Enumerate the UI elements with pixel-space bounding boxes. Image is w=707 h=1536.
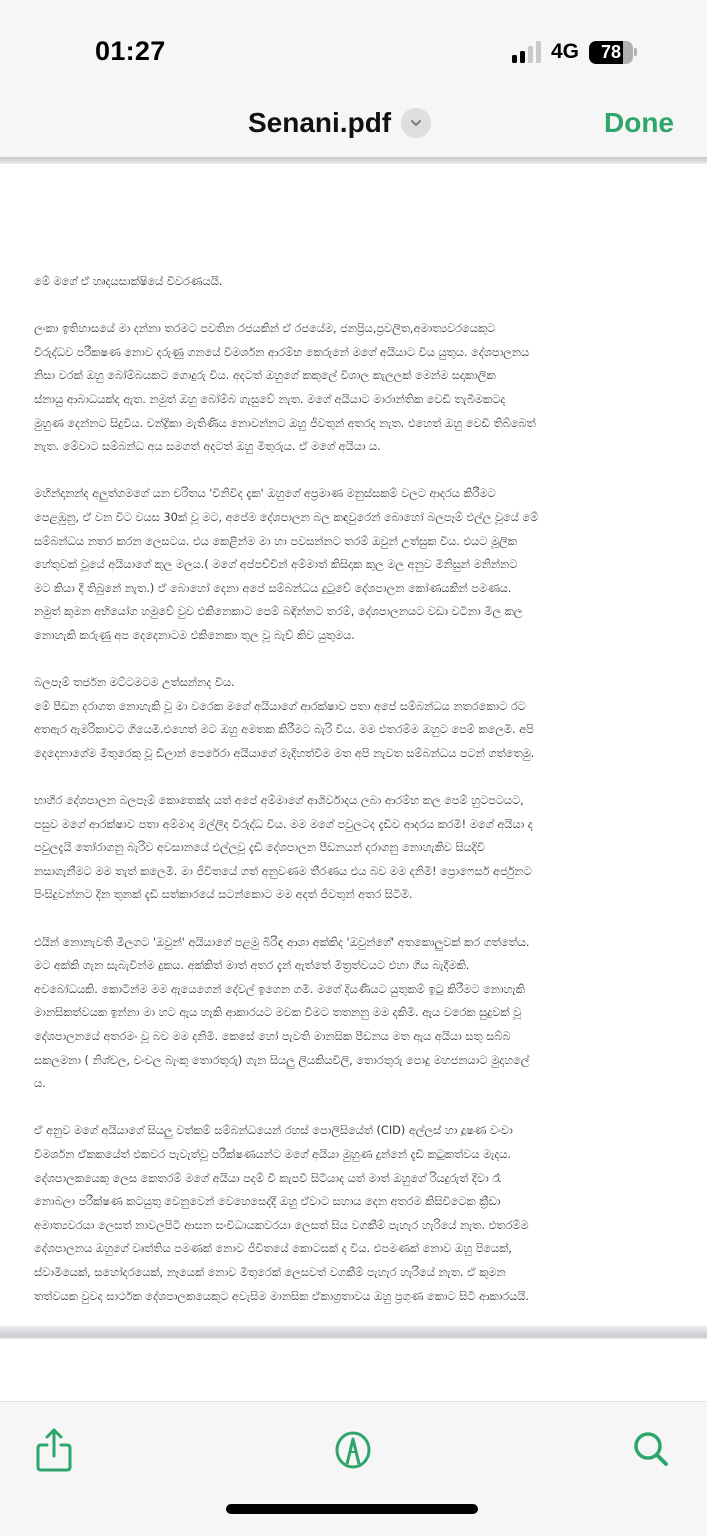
document-line: එයින් නොනැවති මීලගට 'ඔවුන්' අයියාගේ පළමු බිරිඳ ආශා අක්කිද 'ඔවුන්ගේ' අතකොලුවක් කර ගත්තේය. (34, 935, 530, 949)
paragraph-gap (34, 907, 684, 931)
document-title-menu[interactable] (248, 107, 431, 139)
document-line: පසුව මගේ ආරක්ෂාව පතා අම්මාද මල්ලීද විරුද්ධ විය. මම මගේ පවුලටද දැඩිව ආදරය කරමි! මගේ අයියා ද (34, 817, 533, 831)
document-line: නැත. මේවාට සම්බන්ධ අය සමගත් අදටත් ඔහු මිතුරුය. ඒ මගේ අයියා ය. (34, 440, 381, 454)
paragraph-gap (34, 1096, 684, 1120)
nav-divider (0, 157, 707, 164)
document-paragraph (34, 671, 684, 765)
document-line: ලංකා ඉතිහාසයේ මා දන්නා තරමට පවතින රජයකින් ඒ රජයේම, ජනප්‍රිය,ප්‍රවලිත,අමාත්‍යවරයෙකුට (34, 322, 496, 336)
document-line: මට අක්කි ගැන සැබැවින්ම දුකය. අක්කිත් මාත් අතර දැන් ඇත්තේ මිත්‍රත්වයට එහා ගිය බැදීමකි. (34, 959, 470, 973)
document-line: දේශපාලකයෙකු ලෙස කෙතරම් මගේ අයියා පදම් වී කැපවී සිටියාද යත් මාත් ඔහුගේ රියදුරුත් දිවා රෑ (34, 1171, 501, 1185)
bottom-toolbar (0, 1401, 707, 1536)
document-paragraph (34, 789, 684, 907)
battery-percent: 78 (600, 41, 622, 62)
document-line: සම්බන්ධය නතර කරන ලෙසටය. එය කෙළින්ම මා හා පවසන්නට තරම් ඔවුන් උත්සුක විය. එයට මූලික (34, 534, 517, 548)
pdf-page-text (34, 270, 684, 1308)
paragraph-gap (34, 765, 684, 789)
document-line: අමාත්‍යවරයා ලෙසත් නාවලපිටි ආසන සංවිධායකවරයා ලෙසත් සිය වගකීම් පැහැර හැරියේ නැත. එතරම්ම (34, 1218, 529, 1232)
document-line: දේශපාලනය ඔහුගේ වෘත්තිය පමණක් නොව ජීවිතයේ කොටසක් ද විය. එපමණක් නොව ඔහු පියෙක්, (34, 1242, 512, 1256)
document-line: විමර්ශන ඒකකයේත් එකවර පැවැත්වූ පරීක්ෂණයන්ට මගේ අයියා මුහුණ දුන්නේ දැඩි කටුකත්වය මැදය. (34, 1147, 511, 1161)
document-line: බලපෑම් තර්ජන මට්ටමටම උත්සන්නද විය. (34, 676, 235, 690)
document-paragraph (34, 482, 684, 647)
status-indicators (512, 40, 637, 64)
status-bar (0, 0, 707, 95)
document-paragraph (34, 317, 684, 459)
document-line: නමුත් කුමන අභියෝග හමුවේ වුව එකිනෙකාට පෙම් බඳින්නට තරම්, දේශපාලනයට වඩා වටිනා මිල කල (34, 605, 523, 619)
search-icon (632, 1430, 672, 1470)
network-type: 4G (550, 40, 579, 63)
document-line: විරුද්ධව පරීකෂණ නොව දරුණු ගනයේ විමර්ශන ආරම්භ කෙරුනේ මගේ අයියාට විය යුතුය. දේශපාලනය (34, 345, 530, 359)
markup-pen-icon (333, 1430, 373, 1470)
chevron-down-icon[interactable] (401, 108, 431, 138)
document-line: මේ මගේ ඒ හෘදයසාක්ෂියේ විවරණයයි. (34, 275, 223, 288)
page-divider (0, 1326, 707, 1339)
paragraph-gap (34, 648, 684, 672)
paragraph-gap (34, 459, 684, 483)
document-paragraph (34, 270, 684, 294)
pdf-page[interactable] (0, 164, 707, 1326)
document-line: පෙළඹුනු, ඒ වන විට වයස 30ක් වූ මට, අපේම දේශපාලන බල කඳවුරෙන් බොහෝ බලපෑම් එල්ල වූයේ මේ (34, 510, 539, 524)
document-line: ස්වාමියෙක්, සහෝදරයෙක්, නෑයෙක් නොව මිතුරෙක් ලෙසවත් වගකීම් පැහැර හැරියේ නැත. ඒ කුමන (34, 1265, 506, 1279)
document-line: මානසිකත්වයක ඉන්නා මා හට ඇය හැකි ආකාරයට මවක වීමට තතනනු මම දකිමි. ඇය වරෙක සුදුවක් වූ (34, 1006, 522, 1020)
document-line: මේ පීඩන දරාගත නොහැකි වූ මා වරෙක මගේ අයියාගේ ආරක්ෂාව පතා අපේ සම්බන්ධය නතරකොට රට (34, 699, 526, 713)
nav-bar (0, 95, 707, 157)
share-button[interactable] (32, 1426, 76, 1474)
document-line: නොහැකි කරුණු අප දෙදෙනාටම එකිනෙකා තුල වූ බැව් කිව යුතුමය. (34, 628, 355, 642)
paragraph-gap (34, 294, 684, 318)
document-line: අතඇර ඇමරිකාවට ගියෙමි.එහෙත් මට ඔහු අමතක කිරීමට බැරි විය. මම එතරම්ම ඔහුට පෙම් කලෙමි. අපි (34, 723, 534, 737)
document-line: පිංසිදුවන්නට දින තුනක් දැඩි සත්කාරයේ සටන්කොට මම අදත් ජීවතුන් අතර සිටිමි. (34, 888, 413, 902)
document-line: පවුලදැයි තෝරාගනු බැරිව අවසානයේ එල්ලවූ දැඩි දේශපාලන පීඩනයන් දරාගනු නොහැකිව සියදිවි (34, 841, 485, 855)
home-indicator[interactable] (226, 1504, 478, 1514)
pdf-next-page[interactable] (0, 1339, 707, 1401)
document-line: සකලමනා ( නිශ්චල, චංචල බැංකු තොරතුරු) ගැන සියලු ලියකියවිලි, තොරතුරු පොදු මහජනයාට මුදාහලේ (34, 1053, 530, 1067)
document-line: හේතුවක් වූයේ අයියාගේ කුල මලය.( මගේ අප්පච්චින් අම්මාත් කිසිදාක කුල මල අනුව මිනිසුන් මනින්නට (34, 558, 518, 572)
document-line: ය. (34, 1077, 46, 1091)
markup-button[interactable] (331, 1426, 375, 1474)
document-paragraph (34, 931, 684, 1096)
document-line: මට කියා දී තිබුනේ නැත.) ඒ බොහෝ දෙනා අපේ සම්බන්ධය දුටුවේ දේශපාලන කෝණයකින් පමණය. (34, 581, 512, 595)
document-line: නිසා වරක් ඔහු බෝම්බයකට ගොදුරු විය. අදටත් ඔහුගේ කකුලේ විශාල කැලලක් මෙන්ම සදාකාලික (34, 369, 496, 383)
document-line: ස්නායු ආබාධයක්ද ඇත. නමුත් ඔහු බෝම්බ ගැසුවේ නැත. මගේ අයියාට මාරාන්තික වෙඩි තැබීමකටද (34, 392, 506, 406)
done-button[interactable]: Done (604, 107, 674, 138)
status-time: 01:27 (95, 36, 166, 66)
document-paragraph (34, 1119, 684, 1308)
share-icon (35, 1427, 73, 1473)
document-line: මුහුණ දෙන්නට සිදුවිය. චන්ද්‍රිකා මැතිණිය නොවන්නට ඔහු ජීවතුන් අතරද නැත. එහෙත් ඔහු වෙඩි තිබ්බෙත් (34, 416, 536, 430)
document-line: නසාගැනීමට මම තැත් කලෙමි. මා ජීවිතයේ ගත් අනුවණම තීරණය එය බව මම දනිමි! ප්‍රොෆෙසර් අර්ජුනට (34, 864, 532, 878)
search-button[interactable] (630, 1426, 674, 1474)
document-line: ඒ අනුව මගේ අයියාගේ සියලු වත්කම් සම්බන්ධයෙන් රහස් පොලිසියේත් (CID) අල්ලස් හා දූෂණ වංචා (34, 1124, 513, 1138)
document-line: නොබලා පරීක්ෂණ කටයුතු වෙනුවෙන් වෙහෙසෙද්දී ඔහු ඒවාට සහාය දෙන අතරම කිසිවිටෙක ක්‍රීඩා (34, 1195, 501, 1209)
cellular-signal-icon (512, 41, 541, 63)
document-line: මහින්දානන්ද අලුත්ගමගේ යන චරිතය 'විනිවිද දැක' ඔහුගේ අප්‍රමාණ මනුස්සකම් වලට ආදරය කිරීමට (34, 487, 496, 501)
document-line: දේශපාලනයේ අතරමං වූ බව මම දනිමි. කෙසේ හෝ පැවති මානසික පීඩනය මත ඇය අයියා සතු සබ්බ (34, 1030, 511, 1043)
document-line: තත්වයක වුවද සාර්ථක දේශපාලකයෙකුට අවැසිම මානසික ඒකාග්‍රතාවය ඔහු ප්‍රගුණ කොට සිටි ආකාරයයි. (34, 1289, 529, 1303)
document-line: භාහිර දේශපාලන බලපෑම් කොතෙක්ද යත් අපේ අම්මාගේ ආශිර්වාදය ලබා ආරම්භ කල පෙම් හුටපටයට, (34, 794, 524, 808)
document-line: අවබෝධයකි. කොටින්ම මම ඇයෙගෙන් දේවල් ඉගෙන ගමි. මගේ දියණියට යුතුකම් ඉටු කිරීමට නොහැකි (34, 982, 525, 996)
document-line: දෙදෙනාගේම මිතුරෙකු වූ ඩිලාන් පෙරේරා අයියාගේ මැදිහත්වීම මත අපි නැවත සම්බන්ධය පටන් ගත්තෙමු. (34, 746, 535, 760)
battery-icon (589, 41, 637, 64)
battery-tip (634, 48, 637, 56)
document-title: Senani.pdf (248, 107, 392, 138)
